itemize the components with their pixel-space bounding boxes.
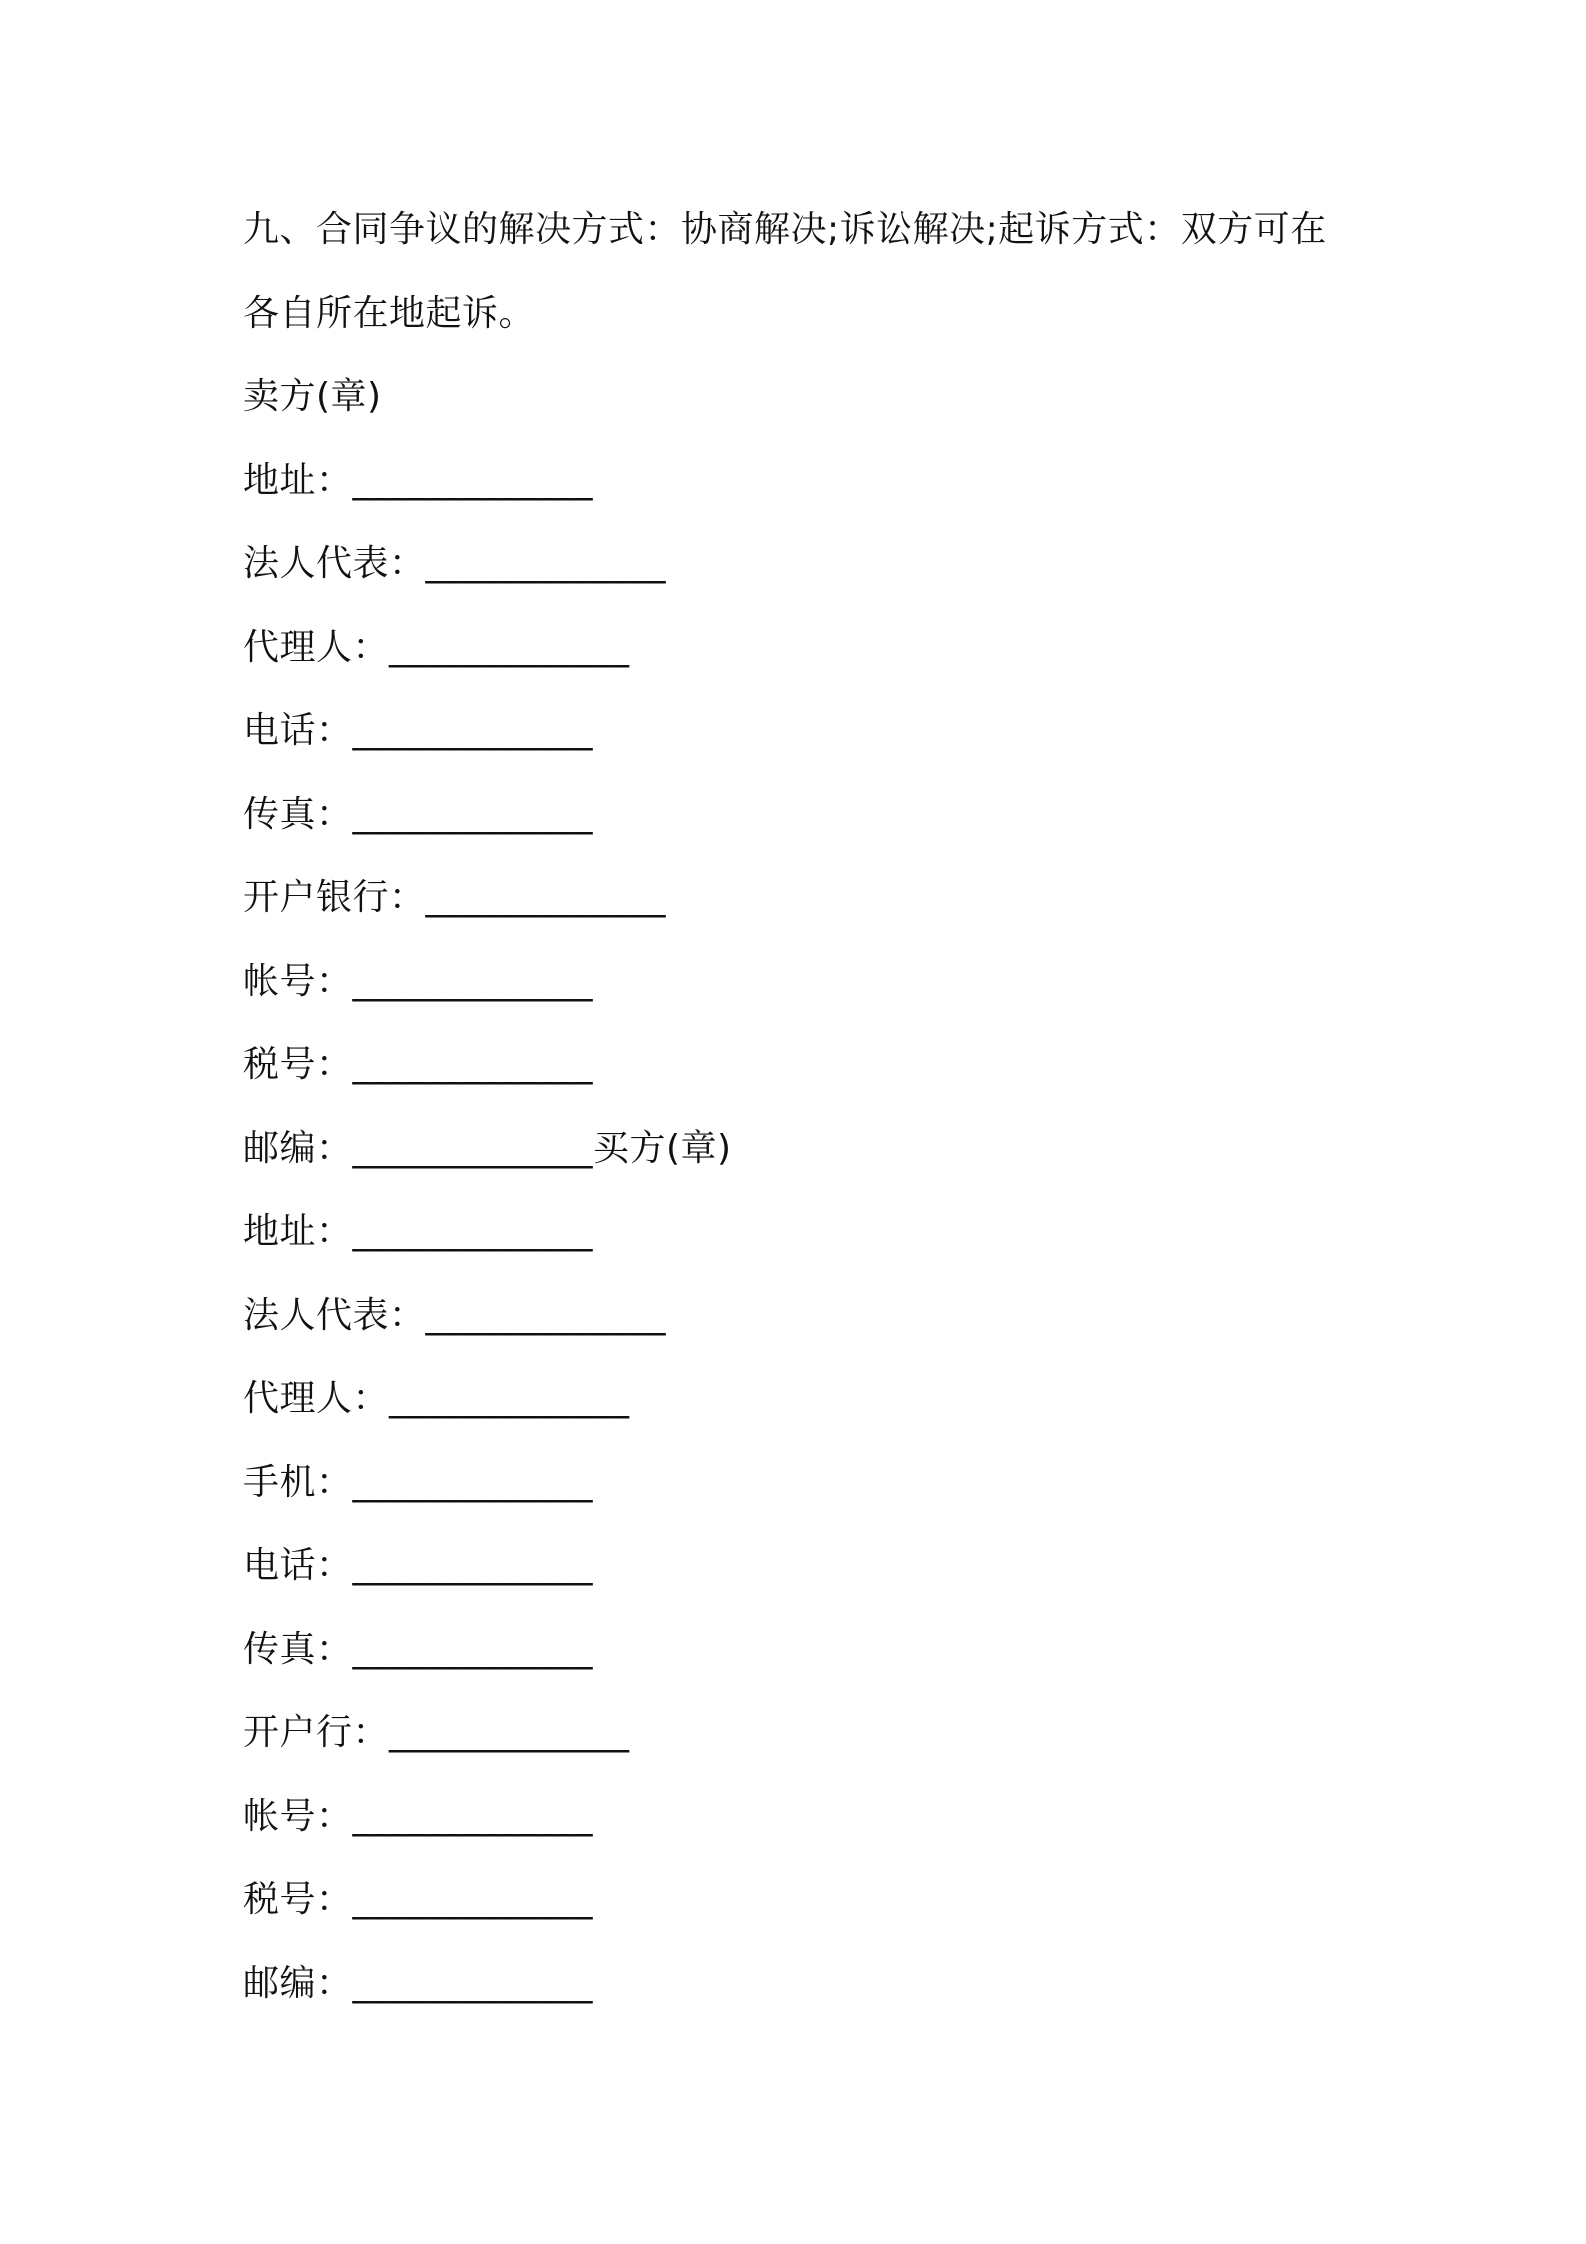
buyer-agent-field: 代理人：_____________	[243, 1378, 630, 1419]
seller-legal-rep-field: 法人代表：_____________	[243, 543, 667, 584]
buyer-bank-field: 开户行：_____________	[243, 1712, 630, 1753]
seller-phone-field: 电话：_____________	[243, 710, 594, 751]
buyer-account-field: 帐号：_____________	[243, 1795, 594, 1837]
buyer-postcode-field: 邮编：_____________	[243, 1962, 594, 2004]
seller-agent-field: 代理人：_____________	[243, 626, 630, 668]
seller-tax-no-field: 税号：_____________	[243, 1044, 594, 1085]
seller-fax-field: 传真：_____________	[243, 793, 594, 835]
seller-postcode-buyer-heading: 邮编：_____________买方(章)	[243, 1127, 732, 1169]
seller-account-field: 帐号：_____________	[243, 960, 594, 1002]
dispute-clause-line-2: 各自所在地起诉。	[243, 292, 536, 334]
buyer-fax-field: 传真：_____________	[243, 1628, 594, 1670]
seller-heading: 卖方(章)	[243, 376, 382, 417]
dispute-clause-line-1: 九、合同争议的解决方式：协商解决;诉讼解决;起诉方式：双方可在	[243, 209, 1327, 250]
buyer-phone-field: 电话：_____________	[243, 1545, 594, 1586]
contract-signature-section	[243, 198, 1363, 2035]
seller-address-field: 地址：_____________	[243, 459, 594, 501]
buyer-address-field: 地址：_____________	[243, 1211, 594, 1252]
buyer-tax-no-field: 税号：_____________	[243, 1879, 594, 1920]
buyer-mobile-field: 手机：_____________	[243, 1461, 594, 1503]
seller-bank-field: 开户银行：_____________	[243, 877, 667, 918]
buyer-legal-rep-field: 法人代表：_____________	[243, 1294, 667, 1336]
